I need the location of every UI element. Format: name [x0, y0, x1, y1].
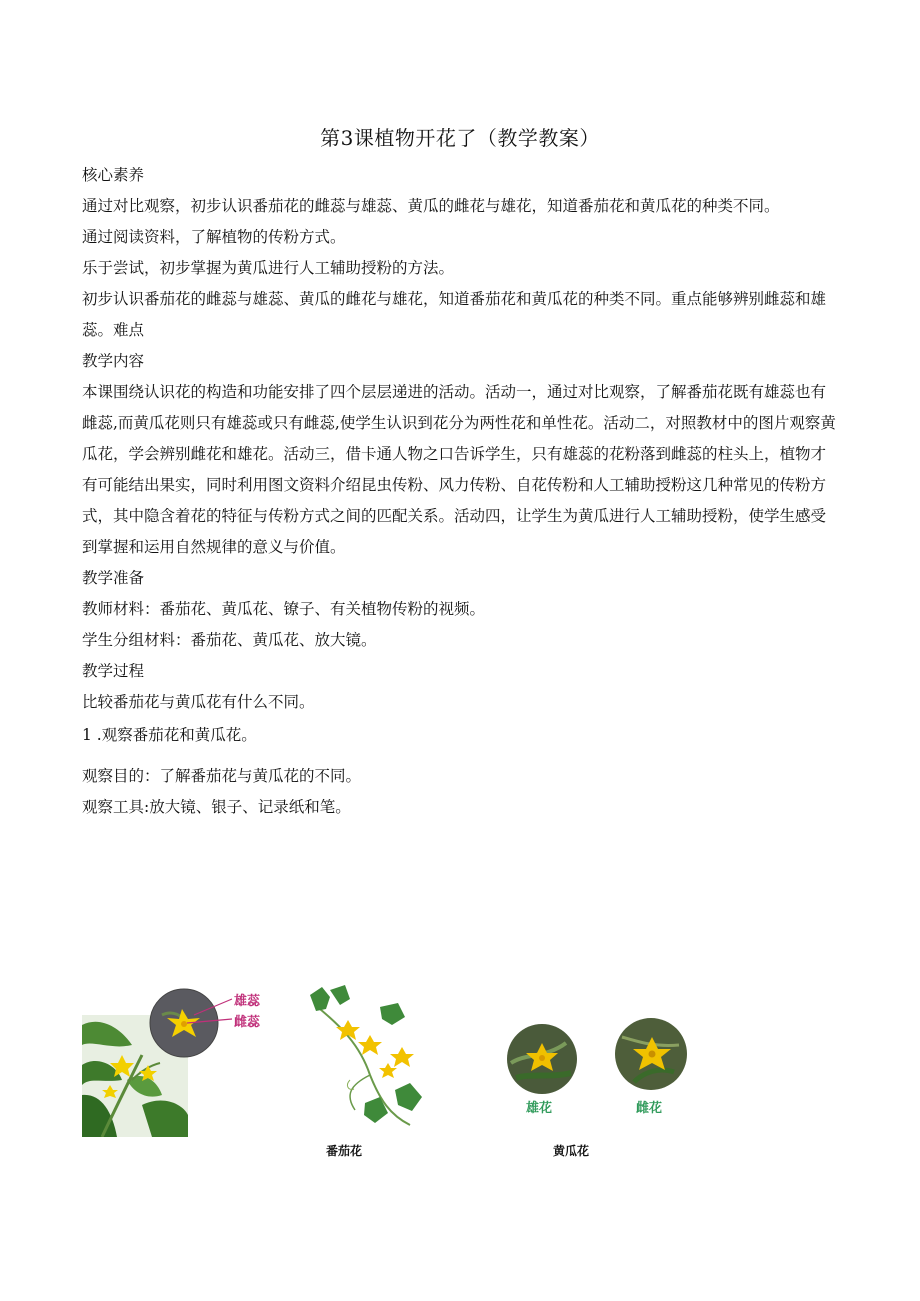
section-heading-core: 核心素养	[82, 166, 145, 184]
stamen-label: 雄蕊	[234, 994, 261, 1009]
paragraph: 通过对比观察，初步认识番茄花的雌蕊与雄蕊、黄瓜的雌花与雄花，知道番茄花和黄瓜花的种类不同。	[82, 197, 780, 215]
cucumber-male-flower-image	[506, 1023, 578, 1095]
page-title: 第3课植物开花了（教学教案）	[320, 126, 600, 150]
paragraph: 乐于尝试，初步掌握为黄瓜进行人工辅助授粉的方法。	[82, 259, 455, 277]
female-flower-label: 雌花	[636, 1101, 663, 1116]
paragraph: 本课围绕认识花的构造和功能安排了四个层层递进的活动。活动一，通过对比观察，了解番茄花既有雄蕊也有雌蕊,而黄瓜花则只有雄蕊或只有雌蕊,使学生认识到花分为两性花和单性花。活动二，对照教材中的图片观察黄瓜花，学会辨别雌花和雄花。活动三，借卡通人物之口告诉学生，只有雄蕊的花粉落到雌蕊的柱头上，植物才有可能结出果实，同时利用图文资料介绍昆虫传粉、风力传粉、自花传粉和人工辅助授粉这几种常见的传粉方式，其中隐含着花的特征与传粉方式之间的匹配关系。活动四，让学生为黄瓜进行人工辅助授粉，使学生感受到掌握和运用自然规律的意义与价值。	[82, 383, 836, 556]
paragraph: 学生分组材料：番茄花、黄瓜花、放大镜。	[82, 631, 377, 649]
pistil-label: 雌蕊	[234, 1015, 261, 1030]
cucumber-female-flower-image	[614, 1017, 689, 1092]
document-body	[82, 160, 840, 823]
male-flower-label: 雄花	[526, 1101, 553, 1116]
cucumber-vine-image	[310, 985, 425, 1130]
section-heading-prep: 教学准备	[82, 569, 145, 587]
paragraph: 教师材料：番茄花、黄瓜花、镣子、有关植物传粉的视频。	[82, 600, 486, 618]
paragraph: 比较番茄花与黄瓜花有什么不同。	[82, 693, 315, 711]
paragraph: 通过阅读资料，了解植物的传粉方式。	[82, 228, 346, 246]
paragraph: 观察目的：了解番茄花与黄瓜花的不同。	[82, 767, 362, 785]
cucumber-caption: 黄瓜花	[553, 1144, 590, 1158]
section-heading-content: 教学内容	[82, 352, 145, 370]
paragraph: 观察工具:放大镜、银子、记录纸和笔。	[82, 798, 351, 816]
section-heading-process: 教学过程	[82, 662, 145, 680]
figure-row	[0, 985, 920, 1175]
tomato-caption: 番茄花	[326, 1144, 363, 1158]
step-item: 1 .观察番茄花和黄瓜花。	[82, 726, 257, 744]
paragraph: 初步认识番茄花的雌蕊与雄蕊、黄瓜的雌花与雄花，知道番茄花和黄瓜花的种类不同。重点能够辨别雌蕊和雄蕊。难点	[82, 290, 827, 339]
